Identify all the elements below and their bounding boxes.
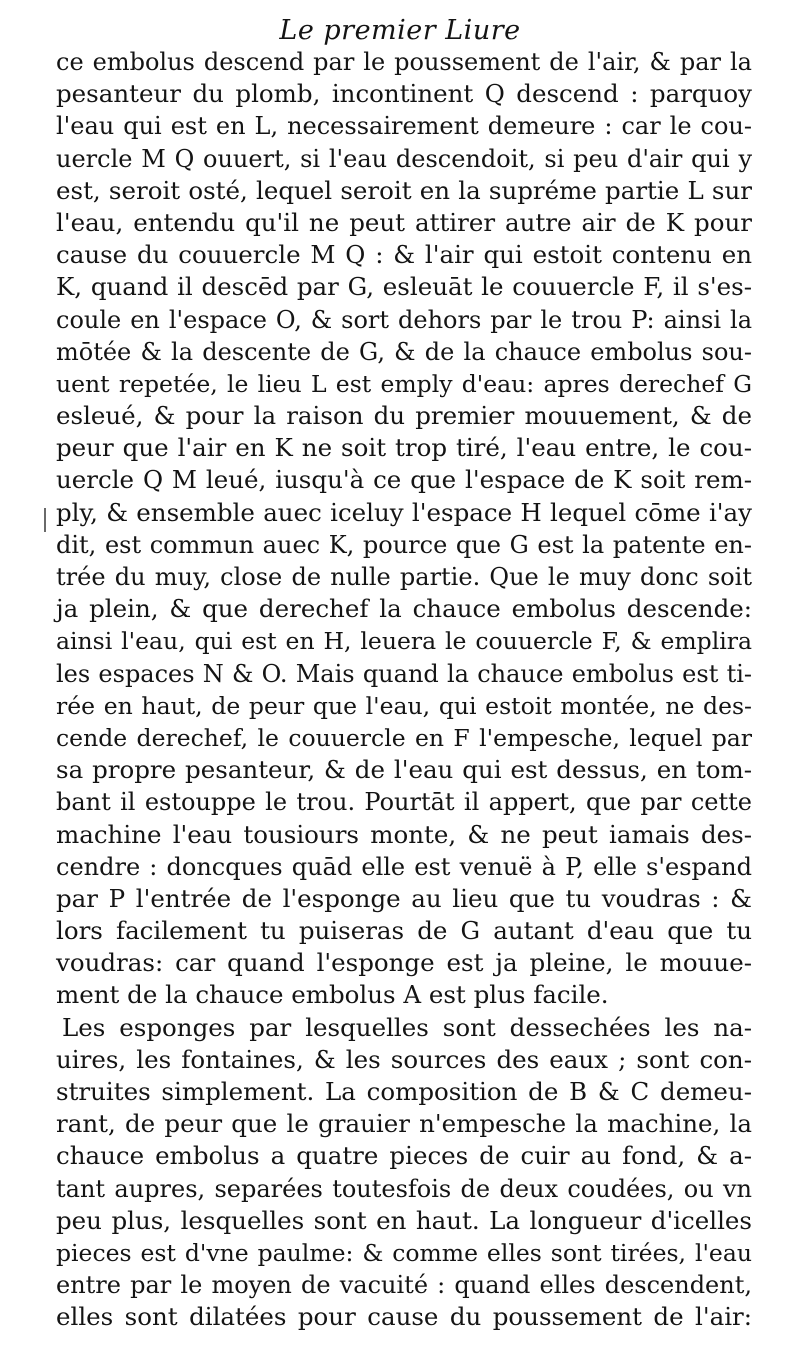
text-line: pesanteur du plomb, incontinent Q descend : parquoy — [56, 79, 752, 109]
text-line: est, seroit osté, lequel seroit en la supréme partie L sur — [56, 175, 752, 205]
text-line: mōtée & la descente de G, & de la chauce embolus sou- — [56, 337, 752, 366]
text-line: peur que l'air en K ne soit trop tiré, l'eau entre, le cou- — [56, 433, 752, 463]
margin-mark — [44, 508, 46, 532]
text-line: chauce embolus a quatre pieces de cuir au fond, & a- — [56, 1141, 752, 1171]
text-line: entre par le moyen de vacuité : quand elles descendent, — [56, 1271, 752, 1300]
text-line: pieces est d'vne paulme: & comme elles sont tirées, l'eau — [56, 1238, 752, 1267]
text-line: trée du muy, close de nulle partie. Que le muy donc soit — [56, 563, 752, 591]
text-line: voudras: car quand l'esponge est ja pleine, le mouue- — [56, 948, 752, 978]
text-line: cende derechef, le couuercle en F l'empesche, lequel par — [56, 723, 752, 752]
text-line: ja plein, & que derechef la chauce embolus descende: — [56, 594, 752, 624]
text-line: rant, de peur que le grauier n'empesche la machine, la — [56, 1109, 752, 1139]
text-line: ply, & ensemble auec iceluy l'espace H lequel cōme i'ay — [56, 497, 752, 527]
text-line: elles sont dilatées pour cause du poussement de l'air: — [56, 1302, 752, 1332]
text-line: uent repetée, le lieu L est emply d'eau: apres derechef G — [56, 369, 752, 398]
text-line: coule en l'espace O, & sort dehors par le trou P: ainsi la — [56, 305, 752, 334]
text-line: cause du couuercle M Q : & l'air qui estoit contenu en — [56, 240, 752, 270]
running-head: Le premier Liure — [279, 15, 521, 46]
text-line: peu plus, lesquelles sont en haut. La longueur d'icelles — [56, 1205, 752, 1235]
text-line: par P l'entrée de l'esponge au lieu que tu voudras : & — [56, 883, 752, 913]
text-line: l'eau qui est en L, necessairement demeure : car le cou- — [56, 112, 752, 141]
text-line: rée en haut, de peur que l'eau, qui estoit montée, ne des- — [56, 691, 752, 720]
text-line: ce embolus descend par le poussement de l'air, & par la — [56, 48, 752, 76]
text-line: machine l'eau tousiours monte, & ne peut iamais des- — [56, 819, 752, 849]
text-line: ment de la chauce embolus A est plus facile. — [56, 980, 609, 1010]
text-line: tant aupres, separées toutesfois de deux coudées, ou vn — [56, 1174, 752, 1203]
text-line: dit, est commun auec K, pource que G est la patente en- — [56, 530, 752, 559]
text-line: K, quand il descēd par G, esleuāt le couuercle F, il s'es- — [56, 272, 752, 302]
text-line: bant il estouppe le trou. Pourtāt il appert, que par cette — [56, 788, 752, 817]
text-line: sa propre pesanteur, & de l'eau qui est dessus, en tom- — [56, 755, 752, 785]
text-line: les espaces N & O. Mais quand la chauce embolus est ti- — [56, 659, 752, 688]
text-line: esleué, & pour la raison du premier mouuement, & de — [56, 401, 752, 431]
text-line: uercle M Q ouuert, si l'eau descendoit, si peu d'air qui y — [56, 144, 752, 173]
text-line: uercle Q M leué, iusqu'à ce que l'espace de K soit rem- — [56, 465, 752, 495]
text-line: ainsi l'eau, qui est en H, leuera le couuercle F, & emplira — [56, 627, 752, 656]
text-line: lors facilement tu puiseras de G autant d'eau que tu — [56, 916, 752, 946]
text-line: struites simplement. La composition de B & C demeu- — [56, 1077, 752, 1106]
text-line: uires, les fontaines, & les sources des eaux ; sont con- — [56, 1044, 752, 1074]
body-text — [56, 46, 752, 1334]
text-line: l'eau, entendu qu'il ne peut attirer autre air de K pour — [56, 207, 752, 237]
text-line: cendre : doncques quād elle est venuë à P, elle s'espand — [56, 852, 752, 881]
text-line: Les esponges par lesquelles sont dessechées les na- — [62, 1012, 752, 1042]
